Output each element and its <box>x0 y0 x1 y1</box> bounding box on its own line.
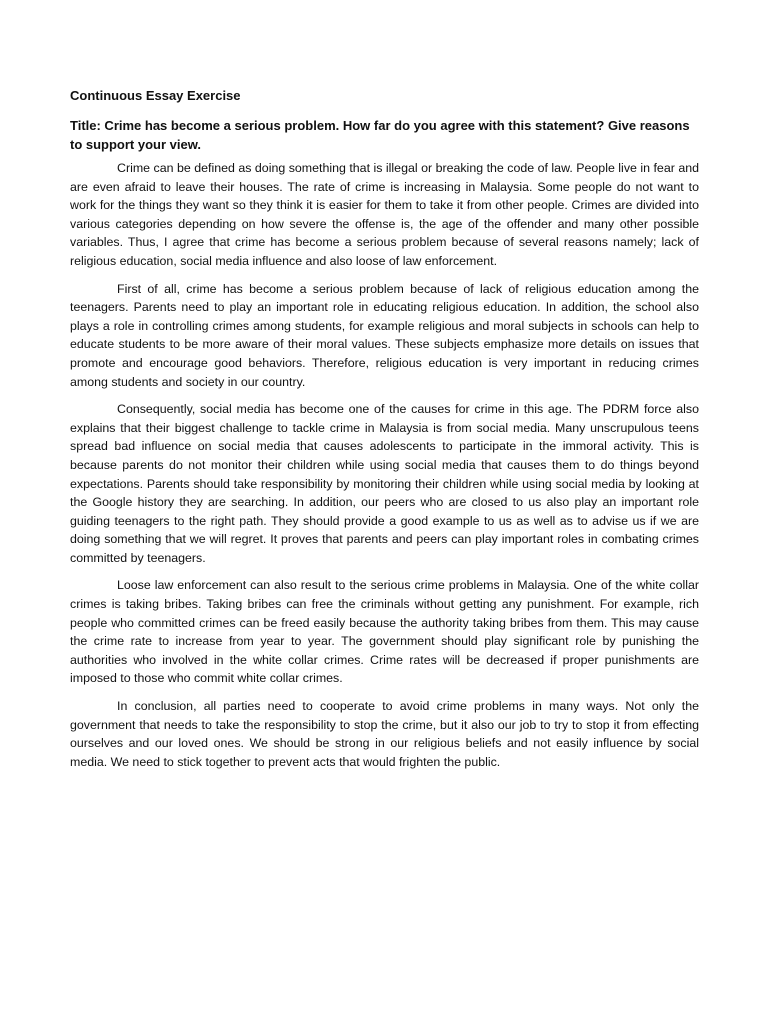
paragraph-social-media: Consequently, social media has become one of the causes for crime in this age. The PDRM force also explains that their biggest challenge to tackle crime in Malaysia is from social media. Many unscrupulous teens spread bad influence on social media that causes adolescents to participate in the immoral activity. This is because parents do not monitor their children while using social media that causes them to do things beyond expectations. Parents should take responsibility by monitoring their children while using social media by looking at the Google history they are searching. In addition, our peers who are closed to us also play an important role guiding teenagers to the right path. They should provide a good example to us as well as to advise us if we are doing something that we will regret. It proves that parents and peers can play important roles in combating crimes committed by teenagers. <box>70 402 699 565</box>
paragraph-conclusion: In conclusion, all parties need to cooperate to avoid crime problems in many ways. Not only the government that needs to take the responsibility to stop the crime, but it also our job to try to stop it from effecting ourselves and our loved ones. We should be strong in our religious beliefs and not easily influence by social media. We need to stick together to prevent acts that would frighten the public. <box>70 699 699 769</box>
essay-page <box>70 87 699 780</box>
essay-title: Title: Crime has become a serious problem. How far do you agree with this statement? Give reasons to support your view. <box>70 118 690 152</box>
paragraph-introduction: Crime can be defined as doing something that is illegal or breaking the code of law. People live in fear and are even afraid to leave their houses. The rate of crime is increasing in Malaysia. Some people do not want to work for the things they want so they think it is easier for them to take it from other people. Crimes are divided into various categories depending on how severe the offense is, the age of the offender and many other possible variables. Thus, I agree that crime has become a serious problem because of several reasons namely; lack of religious education, social media influence and also loose of law enforcement. <box>70 161 699 268</box>
paragraph-law-enforcement: Loose law enforcement can also result to the serious crime problems in Malaysia. One of the white collar crimes is taking bribes. Taking bribes can free the criminals without getting any punishment. For example, rich people who committed crimes can be freed easily because the authority taking bribes from them. This may cause the crime rate to increase from year to year. The government should play significant role by punishing the authorities who involved in the white collar crimes. Crime rates will be decreased if proper punishments are imposed to those who commit white collar crimes. <box>70 578 699 686</box>
paragraph-religious-education: First of all, crime has become a serious problem because of lack of religious education among the teenagers. Parents need to play an important role in educating religious education. In addition, the school also plays a role in controlling crimes among students, for example religious and moral subjects in schools can help to educate students to be more aware of their moral values. These subjects emphasize more details on issues that promote and encourage good behaviors. Therefore, religious education is very important in reducing crimes among students and society in our country. <box>70 281 699 389</box>
document-heading: Continuous Essay Exercise <box>70 88 241 103</box>
